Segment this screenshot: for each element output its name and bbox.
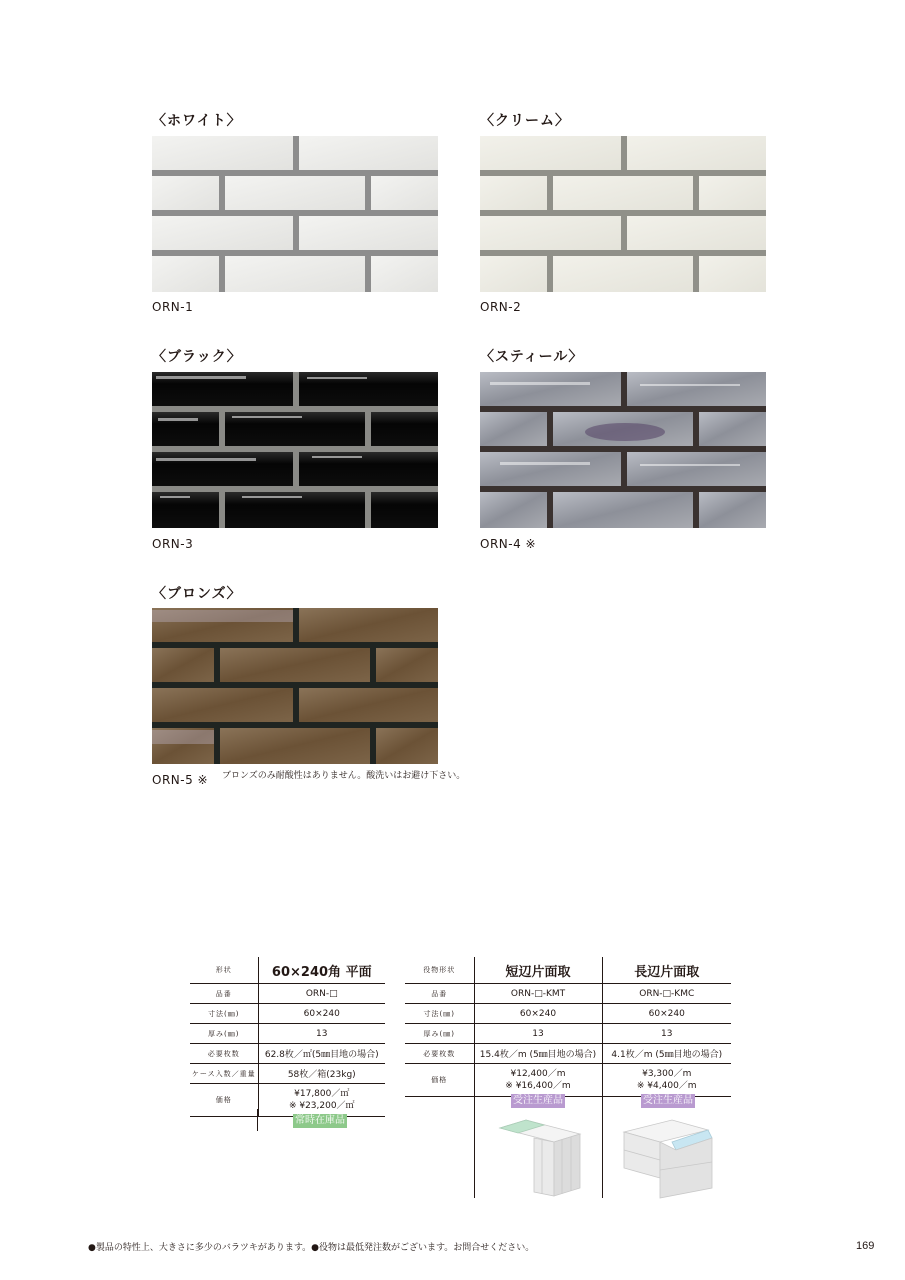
trim-extension-line-2 <box>602 1090 603 1198</box>
value-shape: 60×240角 平面 <box>258 957 385 984</box>
swatch-image-steel <box>480 372 766 528</box>
spec-table-trim <box>405 957 731 1097</box>
trim-size-short: 60×240 <box>474 1004 602 1024</box>
footer-note: ●製品の特性上、大きさに多少のバラツキがあります。●役物は最低発注数がございます。お問合せください。 <box>88 1243 535 1253</box>
order-badge-short: 受注生産品 <box>513 1095 563 1106</box>
trim-label-size: 寸法(㎜) <box>405 1004 474 1024</box>
trim-code-long: ORN-□-KMC <box>602 984 731 1004</box>
label-case: ケース入数／重量 <box>190 1064 258 1084</box>
label-code: 品番 <box>190 984 258 1004</box>
label-required: 必要枚数 <box>190 1044 258 1064</box>
value-price-1: ¥17,800／㎡ <box>294 1089 350 1099</box>
trim-illustration-long <box>620 1116 716 1200</box>
spec-table-main <box>190 957 385 1117</box>
trim-required-long: 4.1枚／m (5㎜目地の場合) <box>602 1044 731 1064</box>
order-badge-long: 受注生産品 <box>643 1095 693 1106</box>
trim-required-short: 15.4枚／m (5㎜目地の場合) <box>474 1044 602 1064</box>
stock-badge: 常時在庫品 <box>295 1115 345 1126</box>
trim-extension-line-1 <box>474 1090 475 1198</box>
swatch-title-steel: 〈スティール〉 <box>480 349 584 365</box>
swatch-code-steel: ORN-4 ※ <box>480 537 537 551</box>
value-size: 60×240 <box>258 1004 385 1024</box>
swatch-image-cream <box>480 136 766 292</box>
trim-label-thickness: 厚み(㎜) <box>405 1024 474 1044</box>
swatch-code-bronze: ORN-5 ※ <box>152 773 209 787</box>
trim-label-required: 必要枚数 <box>405 1044 474 1064</box>
trim-size-long: 60×240 <box>602 1004 731 1024</box>
swatch-title-cream: 〈クリーム〉 <box>480 113 570 129</box>
page-number: 169 <box>856 1240 875 1252</box>
trim-price-long <box>602 1064 731 1097</box>
swatch-code-cream: ORN-2 <box>480 300 522 314</box>
value-case: 58枚／箱(23kg) <box>258 1064 385 1084</box>
trim-label-shape: 役物形状 <box>423 966 456 974</box>
bronze-note: ブロンズのみ耐酸性はありません。酸洗いはお避け下さい。 <box>222 771 466 781</box>
label-price: 価格 <box>190 1084 258 1117</box>
trim-price-long-2: ※ ¥4,400／m <box>636 1081 697 1091</box>
label-shape: 形状 <box>215 966 232 974</box>
label-size: 寸法(㎜) <box>190 1004 258 1024</box>
swatch-image-bronze <box>152 608 438 764</box>
trim-illustration-short <box>496 1116 584 1200</box>
trim-thickness-short: 13 <box>474 1024 602 1044</box>
swatch-image-white <box>152 136 438 292</box>
swatch-code-white: ORN-1 <box>152 300 194 314</box>
trim-price-short-2: ※ ¥16,400／m <box>505 1081 571 1091</box>
value-required: 62.8枚／㎡(5㎜目地の場合) <box>258 1044 385 1064</box>
trim-label-price: 価格 <box>405 1064 474 1097</box>
value-thickness: 13 <box>258 1024 385 1044</box>
swatch-image-black <box>152 372 438 528</box>
swatch-title-black: 〈ブラック〉 <box>152 349 242 365</box>
trim-thickness-long: 13 <box>602 1024 731 1044</box>
trim-label-code: 品番 <box>405 984 474 1004</box>
table-extension-line <box>257 1109 258 1131</box>
trim-price-short <box>474 1064 602 1097</box>
value-code: ORN-□ <box>258 984 385 1004</box>
swatch-title-bronze: 〈ブロンズ〉 <box>152 586 242 602</box>
label-thickness: 厚み(㎜) <box>190 1024 258 1044</box>
trim-code-short: ORN-□-KMT <box>474 984 602 1004</box>
trim-shape-long: 長辺片面取 <box>602 957 731 984</box>
swatch-title-white: 〈ホワイト〉 <box>152 113 242 129</box>
value-price-2: ※ ¥23,200／㎡ <box>288 1101 355 1111</box>
trim-price-long-1: ¥3,300／m <box>642 1069 692 1079</box>
trim-shape-short: 短辺片面取 <box>474 957 602 984</box>
trim-price-short-1: ¥12,400／m <box>510 1069 566 1079</box>
swatch-code-black: ORN-3 <box>152 537 194 551</box>
value-price <box>258 1084 385 1117</box>
